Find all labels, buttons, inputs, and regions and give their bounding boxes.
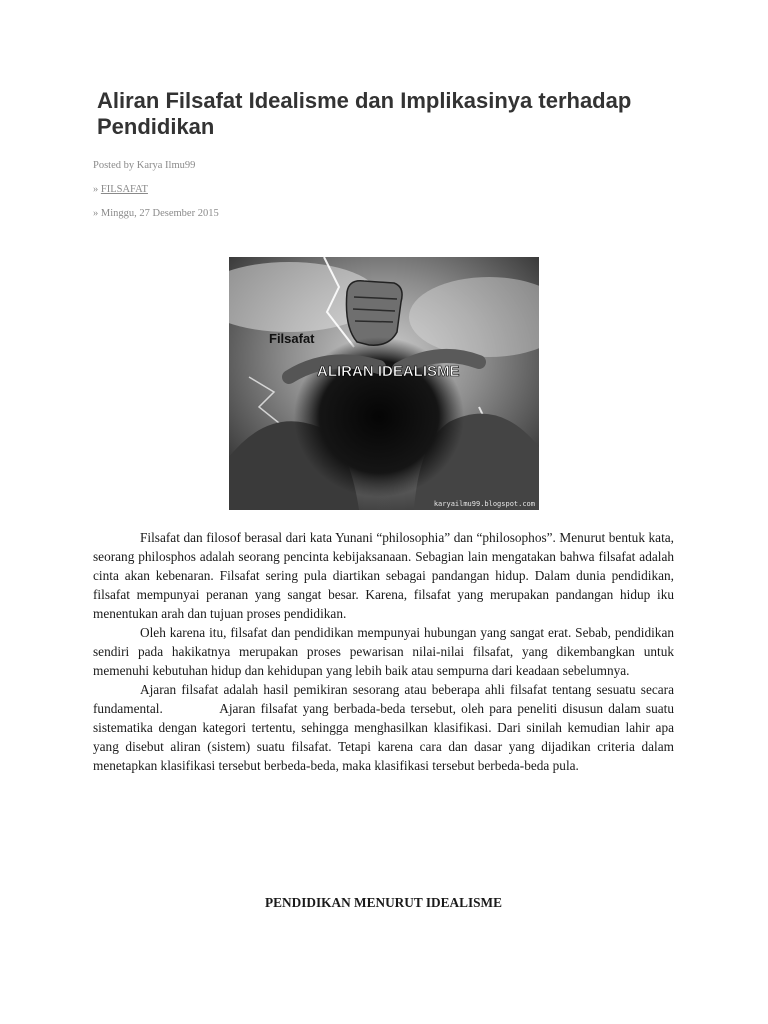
image-watermark: karyailmu99.blogspot.com — [433, 500, 535, 508]
image-label-filsafat: Filsafat — [269, 331, 315, 346]
paragraph: Oleh karena itu, filsafat dan pendidikan mempunyai hubungan yang sangat erat. Sebab, pendidikan sendiri pada hakikatnya merupakan proses pewarisan nilai-nilai filsafat, yang dikembangkan untuk memenuhi kebutuhan hidup dan kehidupan yang lebih baik atau sempurna dari keadaan sebelumnya. — [93, 625, 674, 678]
category-link[interactable]: FILSAFAT — [100, 184, 148, 195]
category-prefix: » — [93, 184, 101, 195]
image-label-aliran: ALIRAN IDEALISME — [317, 363, 460, 380]
article-image — [229, 257, 539, 510]
article-body — [93, 528, 678, 775]
section-heading: PENDIDIKAN MENURUT IDEALISME — [265, 895, 502, 910]
posted-by: Posted by Karya Ilmu99 — [93, 160, 196, 171]
paragraph: Filsafat dan filosof berasal dari kata Yunani “philosophia” dan “philosophos”. Menurut bentuk kata, seorang philosphos adalah seorang pencinta kebijaksanaan. Sebagian lain mengatakan bahwa filsafat adalah cinta akan kebenaran. Filsafat sering pula diartikan sebagai pandangan hidup. Dalam dunia pendidikan, filsafat mempunyai peranan yang sangat besar. Karena, filsafat yang merupakan pandangan hidup iku menentukan arah dan tujuan proses pendidikan. — [93, 530, 674, 621]
post-title: Aliran Filsafat Idealisme dan Implikasinya terhadap Pendidikan — [97, 88, 632, 139]
category-line — [93, 184, 148, 195]
paragraph: Ajaran filsafat adalah hasil pemikiran sesorang atau beberapa ahli filsafat tentang sesuatu secara fundamental. Ajaran filsafat yang berbada-beda tersebut, oleh para peneliti disusun dalam suatu sistematika dengan kategori tertentu, sehingga menghasilkan klasifikasi. Dari sinilah kemudian lahir apa yang disebut aliran (sistem) suatu filsafat. Tetapi karena cara dan dasar yang dijadikan criteria dalam menetapkan klasifikasi tersebut berbeda-beda, maka klasifikasi tersebut berbeda-beda pula. — [93, 682, 678, 773]
illustration — [229, 257, 539, 510]
post-date: » Minggu, 27 Desember 2015 — [93, 208, 219, 219]
